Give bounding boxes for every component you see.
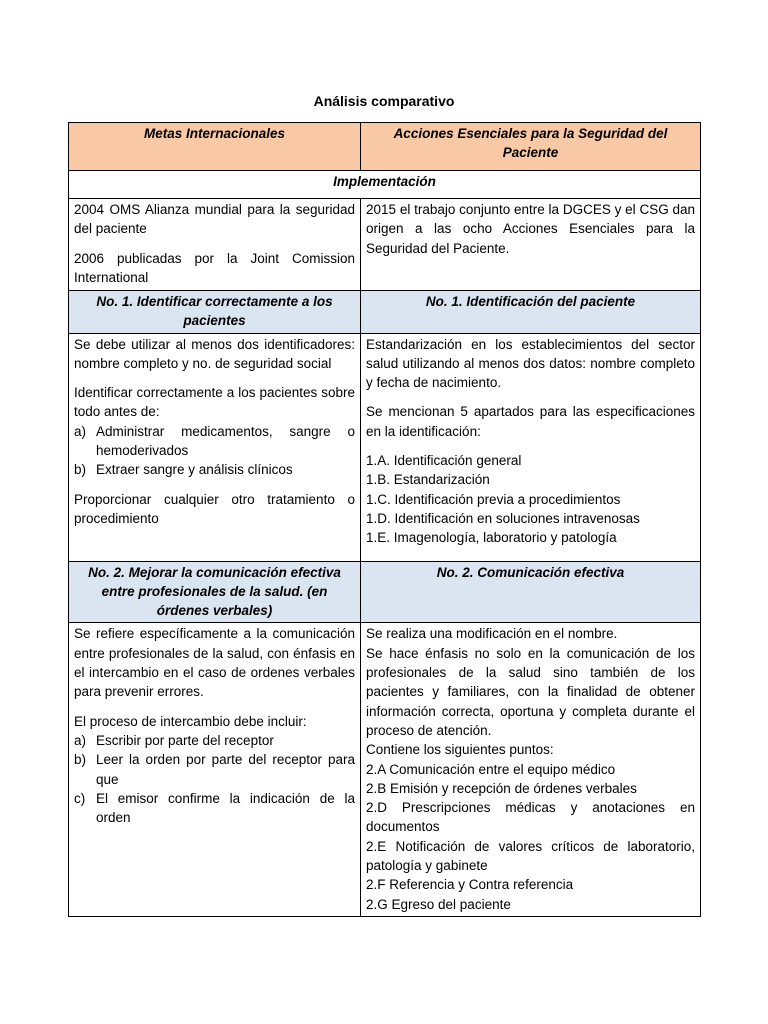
table-header-row [69,123,701,171]
meta2-left-title: No. 2. Mejorar la comunicación efectiva entre profesionales de la salud. (en órdenes verbales) [69,561,361,623]
list-item: a) Escribir por parte del receptor [74,732,274,748]
list-item: b) Leer la orden por parte del receptor para que [74,752,355,787]
implementacion-left-p2: 2006 publicadas por la Joint Comission International [74,250,355,285]
implementacion-left-p1: 2004 OMS Alianza mundial para la seguridad del paciente [74,202,355,237]
meta2-header-row [69,561,701,623]
header-acciones-esenciales: Acciones Esenciales para la Seguridad del Paciente [361,123,701,171]
meta2-right-line: Contiene los siguientes puntos: [366,742,554,758]
list-item: b) Extraer sangre y análisis clínicos [74,462,293,478]
meta1-left-p2: Identificar correctamente a los pacientes sobre todo antes de: [74,385,355,420]
list-item: 1.B. Estandarización [366,472,490,488]
implementacion-right-cell [361,199,701,291]
meta2-right-line: 2.D Prescripciones médicas y anotaciones en documentos [366,800,695,835]
meta2-left-p1: Se refiere específicamente a la comunicación entre profesionales de la salud, con énfasis en el intercambio en el caso de ordenes verbales para prevenir errores. [74,626,355,700]
comparison-table [68,122,701,917]
list-item: a) Administrar medicamentos, sangre o hemoderivados [74,423,355,459]
meta1-header-row [69,291,701,334]
meta1-left-list [74,422,355,480]
document-title: Análisis comparativo [313,93,455,109]
meta1-left-cell [69,333,361,561]
header-metas-internacionales: Metas Internacionales [69,123,361,171]
meta2-right-line: 2.E Notificación de valores críticos de laboratorio, patología y gabinete [366,838,695,874]
meta1-content-row [69,333,701,561]
meta2-left-list [74,731,355,827]
list-item: 1.A. Identificación general [366,453,522,469]
meta2-content-row [69,623,701,916]
meta1-left-p3: Proporcionar cualquier otro tratamiento o procedimiento [74,491,355,526]
meta2-right-line: 2.A Comunicación entre el equipo médico [366,761,616,777]
implementacion-label: Implementación [69,171,701,199]
list-item: c) El emisor confirme la indicación de la orden [74,790,355,826]
implementacion-left-cell [69,199,361,291]
implementacion-right-text: 2015 el trabajo conjunto entre la DGCES y el CSG dan origen a las ocho Acciones Esenciales para la Seguridad del Paciente. [366,202,695,256]
implementacion-row [69,171,701,199]
meta1-right-p2: Se mencionan 5 apartados para las especificaciones en la identificación: [366,404,695,439]
meta1-right-cell [361,333,701,561]
meta2-right-title: No. 2. Comunicación efectiva [361,561,701,623]
meta2-right-line: Se realiza una modificación en el nombre. [366,626,618,642]
meta2-right-cell [361,623,701,916]
meta2-right-line: Se hace énfasis no solo en la comunicación de los profesionales de la salud sino también de los pacientes y familiares, con la finalidad de obtener información correcta, oportuna y completa durante el proceso de atención. [366,645,695,738]
meta1-right-items [366,451,695,547]
meta2-left-cell [69,623,361,916]
meta1-left-title: No. 1. Identificar correctamente a los pacientes [69,291,361,334]
list-item: 1.D. Identificación en soluciones intravenosas [366,510,640,526]
list-item: 1.E. Imagenología, laboratorio y patología [366,530,617,546]
list-item: 1.C. Identificación previa a procedimientos [366,491,621,507]
implementacion-content-row [69,199,701,291]
meta2-right-line: 2.B Emisión y recepción de órdenes verbales [366,780,637,796]
meta1-left-p1: Se debe utilizar al menos dos identificadores: nombre completo y no. de seguridad social [74,336,355,371]
meta1-right-title: No. 1. Identificación del paciente [361,291,701,334]
meta1-right-p1: Estandarización en los establecimientos del sector salud utilizando al menos dos datos: nombre completo y fecha de nacimiento. [366,336,695,391]
meta2-right-line: 2.F Referencia y Contra referencia [366,877,574,893]
meta2-right-line: 2.G Egreso del paciente [366,896,511,912]
meta2-left-p2: El proceso de intercambio debe incluir: [74,713,307,729]
